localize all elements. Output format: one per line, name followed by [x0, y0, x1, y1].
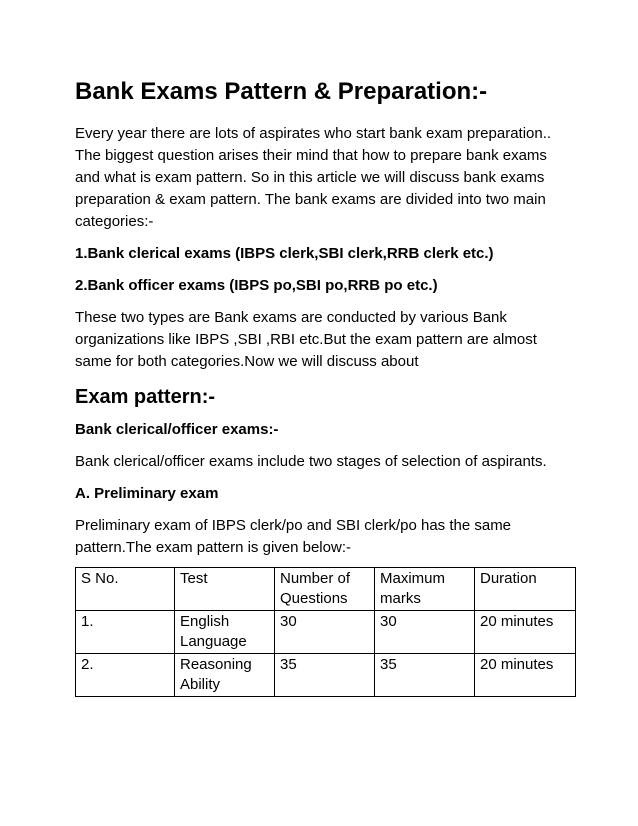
category-officer: 2.Bank officer exams (IBPS po,SBI po,RRB po etc.) — [75, 277, 438, 294]
table-row — [76, 611, 576, 654]
stages-paragraph: Bank clerical/officer exams include two stages of selection of aspirants. — [75, 453, 547, 470]
table-cell: 30 — [375, 611, 475, 654]
preliminary-paragraph: Preliminary exam of IBPS clerk/po and SBI clerk/po has the same pattern.The exam pattern is given below:- — [75, 517, 512, 556]
table-cell: 30 — [275, 611, 375, 654]
table-cell: 1. — [76, 611, 175, 654]
category-clerical: 1.Bank clerical exams (IBPS clerk,SBI clerk,RRB clerk etc.) — [75, 245, 494, 262]
table-row — [76, 654, 576, 697]
header-cell-duration: Duration — [475, 568, 576, 611]
intro-paragraph: Every year there are lots of aspirates who start bank exam preparation.. The biggest question arises their mind that how to prepare bank exams and what is exam pattern. So in this article we will discuss bank exams preparation & exam pattern. The bank exams are divided into two main categories:- — [75, 125, 552, 230]
conducted-paragraph: These two types are Bank exams are conducted by various Bank organizations like IBPS ,SBI ,RBI etc.But the exam pattern are almost same for both categories.Now we will discuss about — [75, 309, 537, 370]
page-title: Bank Exams Pattern & Preparation:- — [75, 78, 488, 105]
document-content — [75, 76, 575, 697]
preliminary-heading: A. Preliminary exam — [75, 485, 219, 502]
exam-pattern-table — [75, 567, 576, 697]
table-cell: Reasoning Ability — [175, 654, 275, 697]
table-cell: English Language — [175, 611, 275, 654]
header-cell-sno: S No. — [76, 568, 175, 611]
header-cell-questions: Number of Questions — [275, 568, 375, 611]
table-cell: 2. — [76, 654, 175, 697]
table-cell: 20 minutes — [475, 654, 576, 697]
table-header-row — [76, 568, 576, 611]
table-cell: 35 — [375, 654, 475, 697]
table-cell: 35 — [275, 654, 375, 697]
header-cell-marks: Maximum marks — [375, 568, 475, 611]
clerical-officer-heading: Bank clerical/officer exams:- — [75, 421, 279, 438]
exam-pattern-heading: Exam pattern:- — [75, 386, 216, 408]
table-cell: 20 minutes — [475, 611, 576, 654]
header-cell-test: Test — [175, 568, 275, 611]
